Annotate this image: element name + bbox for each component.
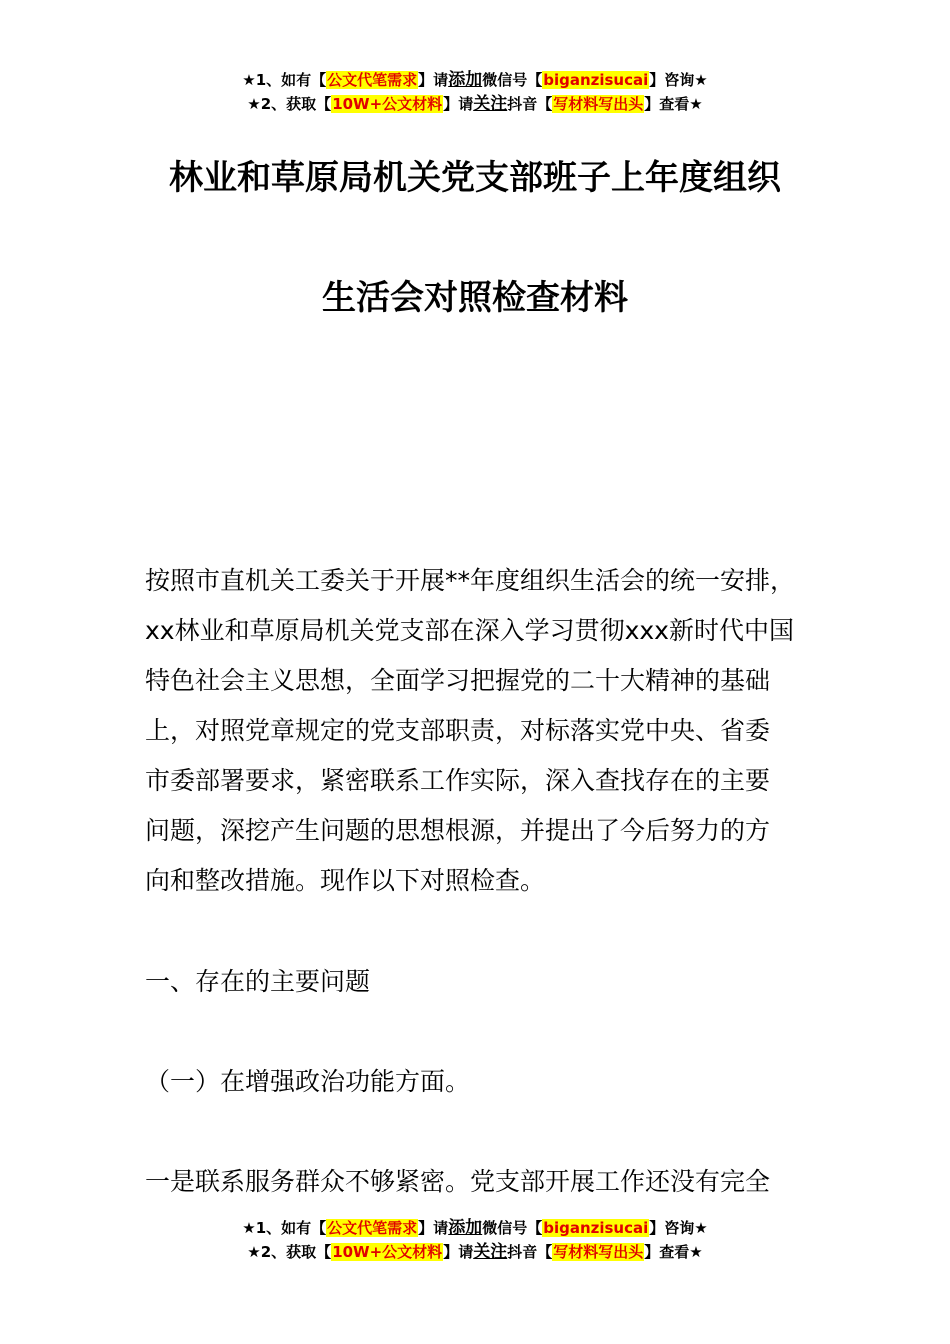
promo-highlight: 公文代笔需求 — [327, 71, 418, 89]
promo-text: 】请 — [418, 1219, 449, 1237]
promo-highlight: 公文代笔需求 — [327, 1219, 418, 1237]
douyin-id-highlight: 写材料写出头 — [553, 1243, 644, 1261]
wechat-id-highlight: biganzisucai — [543, 1219, 649, 1237]
promo-text: 】查看★ — [644, 1243, 703, 1261]
promo-text: 抖音【 — [507, 1243, 553, 1261]
promo-text: 抖音【 — [507, 95, 553, 113]
promo-text: 】咨询★ — [649, 71, 708, 89]
body-paragraph: 一是联系服务群众不够紧密。党支部开展工作还没有完全 — [145, 1167, 771, 1196]
wechat-id-highlight: biganzisucai — [543, 71, 649, 89]
promo-line-2 — [0, 1240, 950, 1264]
promo-text: 微信号【 — [482, 71, 543, 89]
promo-text: 】请 — [443, 95, 474, 113]
promo-text: ★2、获取【 — [247, 95, 332, 113]
promo-highlight: 10W+公文材料 — [332, 1243, 443, 1261]
intro-line: 按照市直机关工委关于开展**年度组织生活会的统一安排， — [145, 566, 796, 595]
promo-text: ★1、如有【 — [242, 71, 327, 89]
intro-line: xx林业和草原局机关党支部在深入学习贯彻xxx新时代中国 — [145, 616, 794, 645]
douyin-id-highlight: 写材料写出头 — [553, 95, 644, 113]
promo-line-1 — [0, 1216, 950, 1240]
promo-line-1 — [0, 68, 950, 92]
promo-text: 】请 — [443, 1243, 474, 1261]
promo-line-2 — [0, 92, 950, 116]
promo-text: ★2、获取【 — [247, 1243, 332, 1261]
promo-emphasis: 关注 — [473, 1242, 508, 1262]
intro-line: 市委部署要求，紧密联系工作实际，深入查找存在的主要 — [145, 766, 771, 795]
document-title-line-1: 林业和草原局机关党支部班子上年度组织 — [169, 158, 781, 198]
section-heading: 一、存在的主要问题 — [145, 967, 371, 996]
promo-text: 微信号【 — [482, 1219, 543, 1237]
intro-line: 上，对照党章规定的党支部职责，对标落实党中央、省委 — [145, 716, 771, 745]
promo-emphasis: 添加 — [448, 1218, 483, 1238]
promo-banner-top — [0, 68, 950, 116]
promo-text: 】咨询★ — [649, 1219, 708, 1237]
intro-line: 问题，深挖产生问题的思想根源，并提出了今后努力的方 — [145, 816, 771, 845]
promo-emphasis: 关注 — [473, 94, 508, 114]
intro-line: 特色社会主义思想，全面学习把握党的二十大精神的基础 — [145, 666, 771, 695]
document-title-line-2: 生活会对照检查材料 — [322, 278, 628, 318]
subsection-heading: （一）在增强政治功能方面。 — [145, 1067, 471, 1096]
promo-banner-bottom — [0, 1216, 950, 1264]
promo-text: 】查看★ — [644, 95, 703, 113]
intro-line: 向和整改措施。现作以下对照检查。 — [145, 866, 546, 895]
promo-highlight: 10W+公文材料 — [332, 95, 443, 113]
promo-emphasis: 添加 — [448, 70, 483, 90]
promo-text: ★1、如有【 — [242, 1219, 327, 1237]
intro-paragraph — [145, 556, 835, 906]
promo-text: 】请 — [418, 71, 449, 89]
